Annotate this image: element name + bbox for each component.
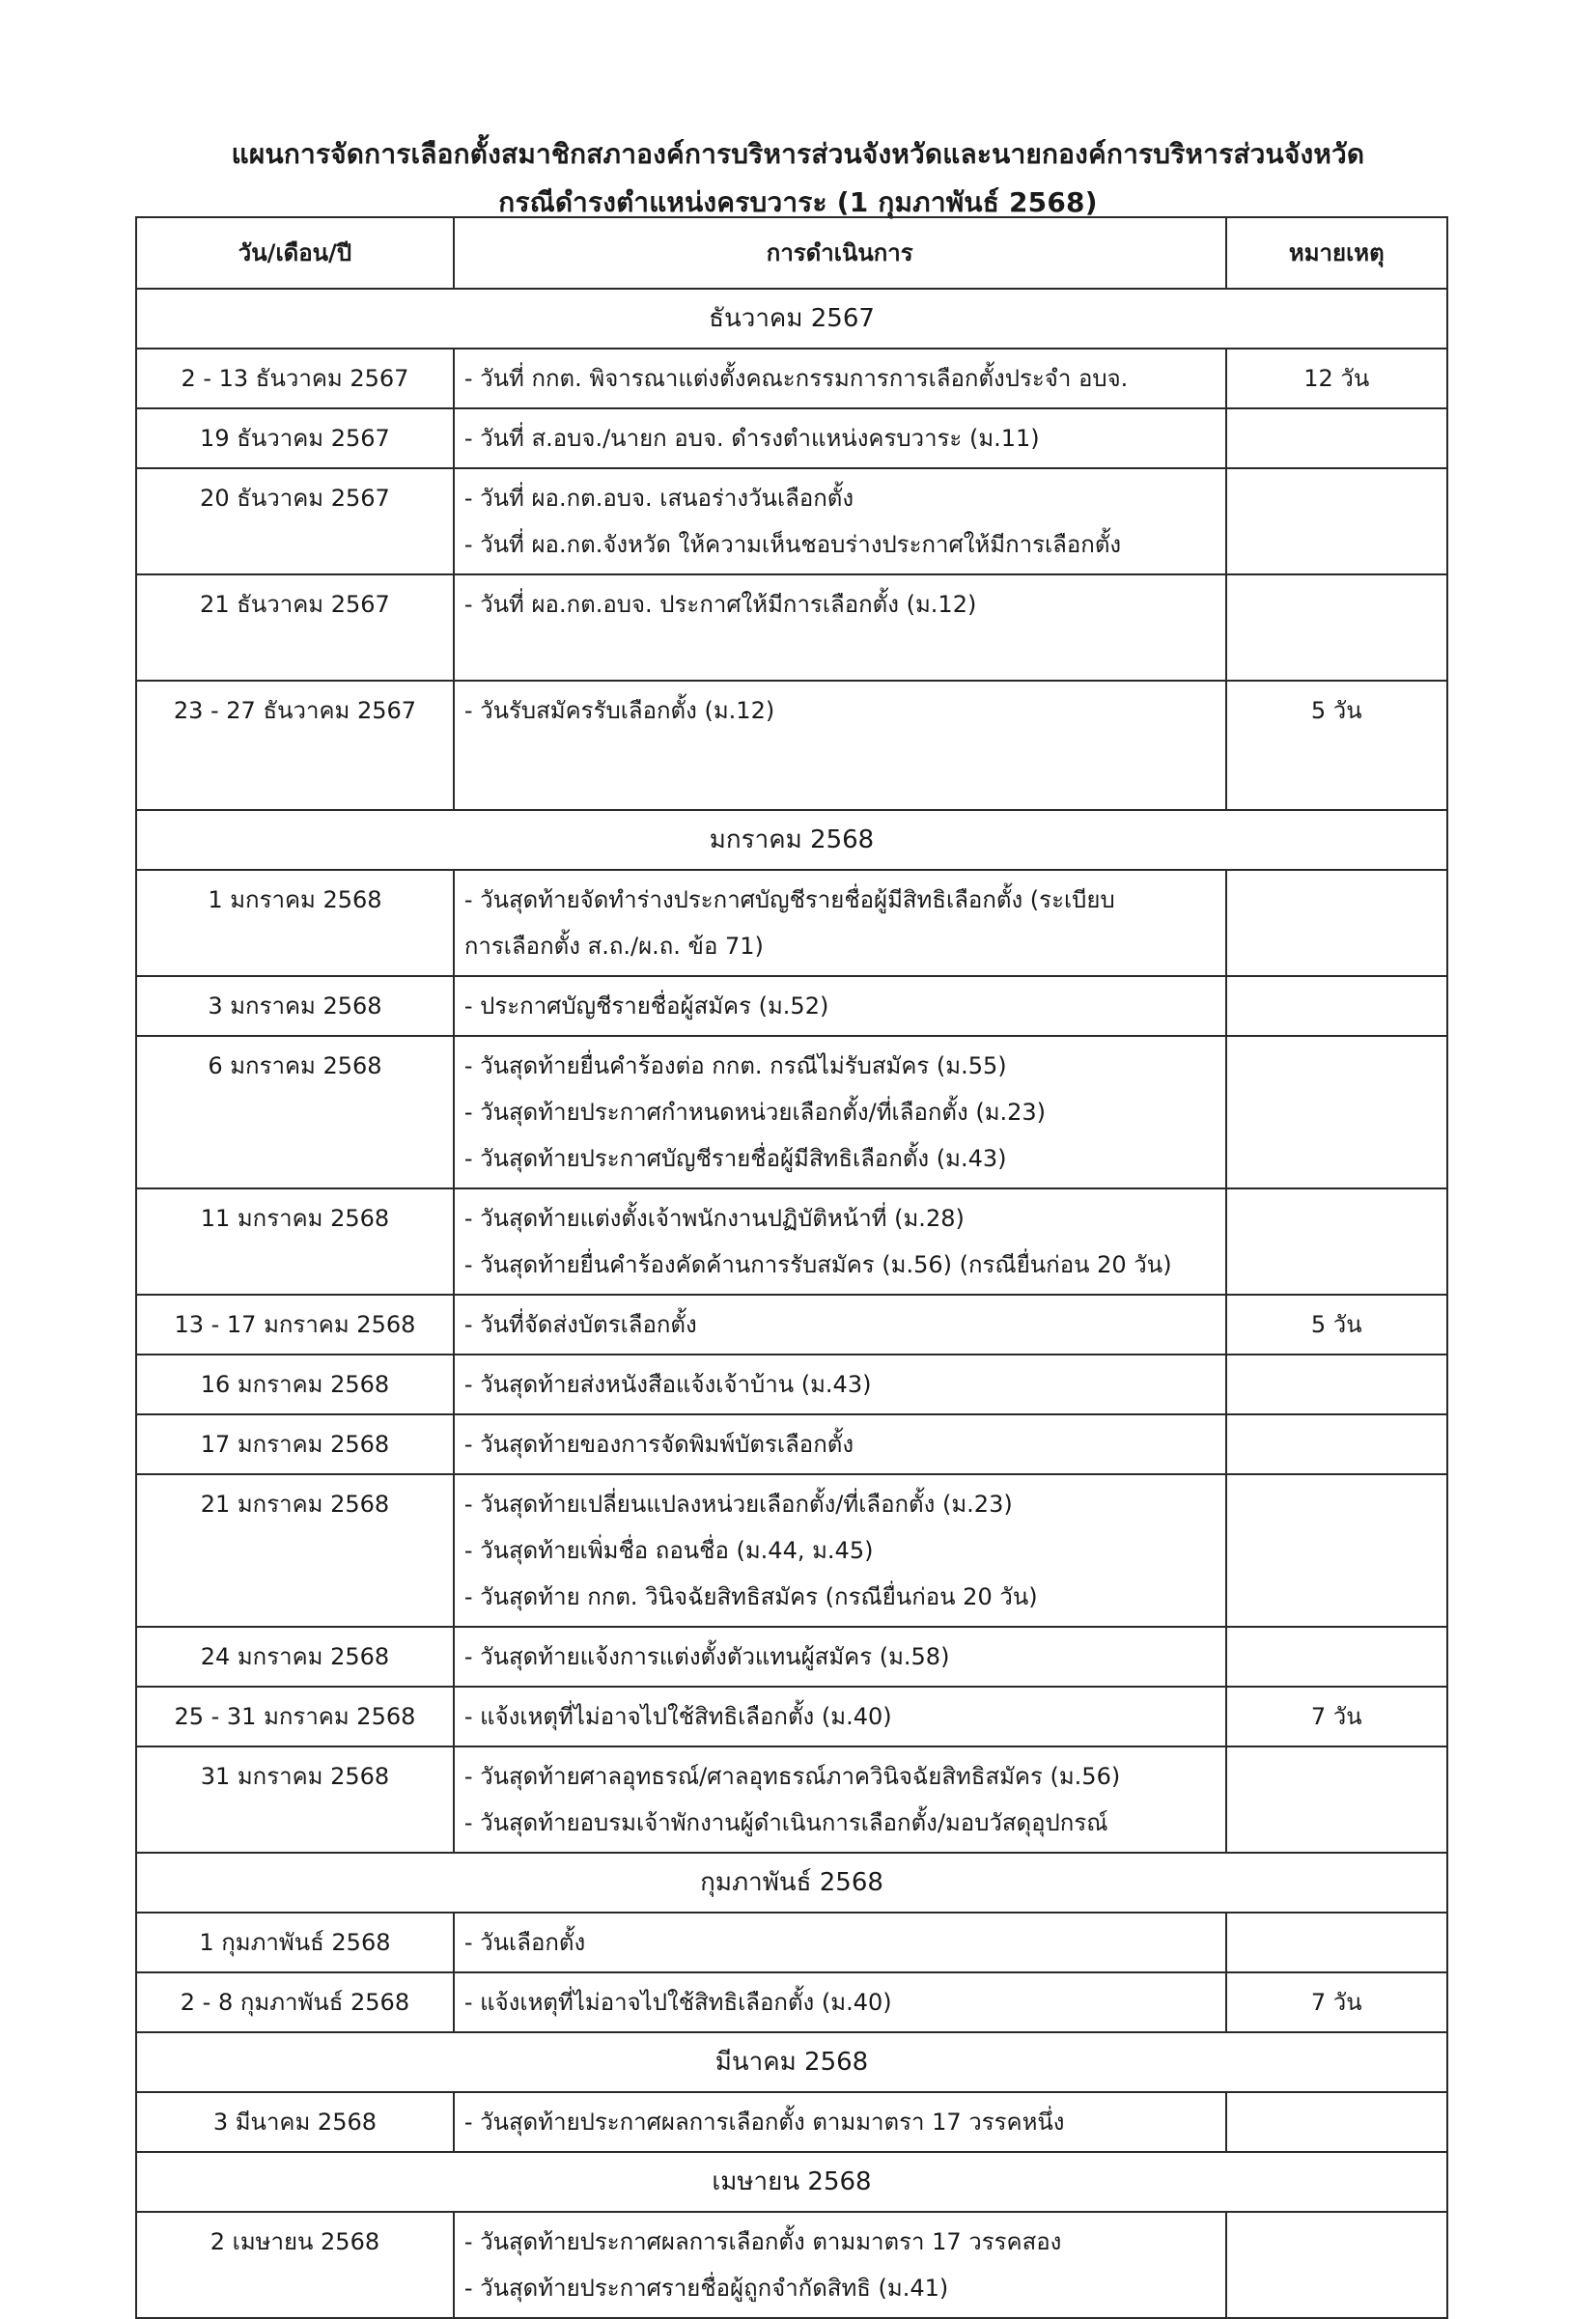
- row-activities: [454, 2092, 1226, 2152]
- row-date: 2 - 8 กุมภาพันธ์ 2568: [136, 1972, 454, 2032]
- table-body: [136, 289, 1447, 2318]
- row-activities: [454, 1474, 1226, 1627]
- row-date: 21 มกราคม 2568: [136, 1474, 454, 1627]
- table-row: [136, 574, 1447, 681]
- activity-line: - วันสุดท้ายเปลี่ยนแปลงหน่วยเลือกตั้ง/ที่เลือกตั้ง (ม.23): [463, 1491, 1013, 1518]
- row-note: [1226, 1746, 1447, 1853]
- row-date: 3 มีนาคม 2568: [136, 2092, 454, 2152]
- activity-line: - วันสุดท้าย กกต. วินิจฉัยสิทธิสมัคร (กรณียื่นก่อน 20 วัน): [463, 1583, 1038, 1610]
- row-note: 7 วัน: [1226, 1972, 1447, 2032]
- row-note: [1226, 1188, 1447, 1295]
- activity-line: - วันสุดท้ายประกาศบัญชีรายชื่อผู้มีสิทธิเลือกตั้ง (ม.43): [463, 1145, 1007, 1172]
- row-note: [1226, 1913, 1447, 1972]
- activity-line: - วันที่จัดส่งบัตรเลือกตั้ง: [463, 1311, 697, 1338]
- row-date: 25 - 31 มกราคม 2568: [136, 1687, 454, 1746]
- month-section-row: [136, 2152, 1447, 2212]
- row-activities: [454, 349, 1226, 408]
- activity-line: - วันสุดท้ายยื่นคำร้องต่อ กกต. กรณีไม่รับสมัคร (ม.55): [463, 1052, 1007, 1079]
- table-row: [136, 1972, 1447, 2032]
- row-note: [1226, 976, 1447, 1036]
- row-activities: [454, 1972, 1226, 2032]
- row-note: [1226, 2212, 1447, 2318]
- header-activity: การดำเนินการ: [454, 217, 1226, 289]
- month-section-row: [136, 810, 1447, 870]
- table-row: [136, 1627, 1447, 1687]
- activity-line: - วันสุดท้ายประกาศผลการเลือกตั้ง ตามมาตรา 17 วรรคหนึ่ง: [463, 2109, 1065, 2136]
- row-date: 3 มกราคม 2568: [136, 976, 454, 1036]
- row-note: 5 วัน: [1226, 681, 1447, 810]
- activity-line: - วันที่ กกต. พิจารณาแต่งตั้งคณะกรรมการการเลือกตั้งประจำ อบจ.: [463, 365, 1129, 392]
- row-note: 7 วัน: [1226, 1687, 1447, 1746]
- table-row: [136, 349, 1447, 408]
- activity-line: - วันสุดท้ายยื่นคำร้องคัดค้านการรับสมัคร (ม.56) (กรณียื่นก่อน 20 วัน): [463, 1251, 1172, 1278]
- row-note: [1226, 1474, 1447, 1627]
- activity-line: - วันสุดท้ายประกาศรายชื่อผู้ถูกจำกัดสิทธิ (ม.41): [463, 2275, 949, 2302]
- table-row: [136, 1414, 1447, 1474]
- row-activities: [454, 870, 1226, 976]
- activity-line: - วันสุดท้ายเพิ่มชื่อ ถอนชื่อ (ม.44, ม.45): [463, 1537, 874, 1564]
- row-note: [1226, 408, 1447, 468]
- activity-line: - วันสุดท้ายของการจัดพิมพ์บัตรเลือกตั้ง: [463, 1431, 854, 1458]
- activity-line: - วันสุดท้ายประกาศกำหนดหน่วยเลือกตั้ง/ที่เลือกตั้ง (ม.23): [463, 1099, 1047, 1126]
- row-date: 31 มกราคม 2568: [136, 1746, 454, 1853]
- row-activities: [454, 408, 1226, 468]
- activity-line: - วันสุดท้ายอบรมเจ้าพักงานผู้ดำเนินการเลือกตั้ง/มอบวัสดุอุปกรณ์: [463, 1809, 1108, 1836]
- table-row: [136, 681, 1447, 810]
- table-row: [136, 1913, 1447, 1972]
- activity-line: - วันสุดท้ายส่งหนังสือแจ้งเจ้าบ้าน (ม.43): [463, 1371, 872, 1398]
- row-note: [1226, 1036, 1447, 1188]
- row-date: 17 มกราคม 2568: [136, 1414, 454, 1474]
- table-row: [136, 870, 1447, 976]
- row-activities: [454, 2212, 1226, 2318]
- row-date: 16 มกราคม 2568: [136, 1355, 454, 1414]
- document-title: แผนการจัดการเลือกตั้งสมาชิกสภาองค์การบริหารส่วนจังหวัดและนายกองค์การบริหารส่วนจังหวัด: [231, 138, 1365, 170]
- month-section-row: [136, 1853, 1447, 1913]
- activity-line: - แจ้งเหตุที่ไม่อาจไปใช้สิทธิเลือกตั้ง (ม.40): [463, 1703, 892, 1730]
- row-date: 24 มกราคม 2568: [136, 1627, 454, 1687]
- row-date: 19 ธันวาคม 2567: [136, 408, 454, 468]
- table-row: [136, 1474, 1447, 1627]
- header-date: วัน/เดือน/ปี: [136, 217, 454, 289]
- month-heading: ธันวาคม 2567: [136, 289, 1447, 349]
- row-date: 2 เมษายน 2568: [136, 2212, 454, 2318]
- header-note: หมายเหตุ: [1226, 217, 1447, 289]
- row-note: [1226, 1355, 1447, 1414]
- row-activities: [454, 976, 1226, 1036]
- row-date: 13 - 17 มกราคม 2568: [136, 1295, 454, 1355]
- table-row: [136, 1355, 1447, 1414]
- table-row: [136, 1295, 1447, 1355]
- activity-line: - วันที่ ผอ.กต.อบจ. เสนอร่างวันเลือกตั้ง: [463, 485, 854, 512]
- month-heading: เมษายน 2568: [136, 2152, 1447, 2212]
- activity-line: - วันสุดท้ายศาลอุทธรณ์/ศาลอุทธรณ์ภาควินิจฉัยสิทธิสมัคร (ม.56): [463, 1763, 1121, 1790]
- activity-line: - วันสุดท้ายจัดทำร่างประกาศบัญชีรายชื่อผู้มีสิทธิเลือกตั้ง (ระเบียบ: [463, 886, 1115, 913]
- row-date: 21 ธันวาคม 2567: [136, 574, 454, 681]
- month-section-row: [136, 2032, 1447, 2092]
- row-activities: [454, 1746, 1226, 1853]
- row-activities: [454, 1687, 1226, 1746]
- table-row: [136, 1687, 1447, 1746]
- row-date: 11 มกราคม 2568: [136, 1188, 454, 1295]
- row-note: [1226, 574, 1447, 681]
- month-section-row: [136, 289, 1447, 349]
- table-row: [136, 468, 1447, 574]
- row-activities: [454, 574, 1226, 681]
- row-date: 2 - 13 ธันวาคม 2567: [136, 349, 454, 408]
- table-row: [136, 2212, 1447, 2318]
- row-note: [1226, 1414, 1447, 1474]
- row-date: 1 มกราคม 2568: [136, 870, 454, 976]
- activity-line: - วันที่ ผอ.กต.อบจ. ประกาศให้มีการเลือกตั้ง (ม.12): [463, 591, 977, 618]
- row-activities: [454, 1627, 1226, 1687]
- month-heading: มีนาคม 2568: [136, 2032, 1447, 2092]
- row-activities: [454, 1036, 1226, 1188]
- activity-line: - ประกาศบัญชีรายชื่อผู้สมัคร (ม.52): [463, 992, 829, 1020]
- table-row: [136, 408, 1447, 468]
- row-note: [1226, 1627, 1447, 1687]
- activity-line: การเลือกตั้ง ส.ถ./ผ.ถ. ข้อ 71): [463, 933, 764, 960]
- row-activities: [454, 1414, 1226, 1474]
- row-date: 1 กุมภาพันธ์ 2568: [136, 1913, 454, 1972]
- month-heading: มกราคม 2568: [136, 810, 1447, 870]
- row-date: 23 - 27 ธันวาคม 2567: [136, 681, 454, 810]
- table-row: [136, 976, 1447, 1036]
- row-note: [1226, 870, 1447, 976]
- document-subtitle: กรณีดำรงตำแหน่งครบวาระ (1 กุมภาพันธ์ 2568): [498, 186, 1098, 218]
- activity-line: - วันรับสมัครรับเลือกตั้ง (ม.12): [463, 697, 775, 724]
- activity-line: - แจ้งเหตุที่ไม่อาจไปใช้สิทธิเลือกตั้ง (ม.40): [463, 1989, 892, 2016]
- month-heading: กุมภาพันธ์ 2568: [136, 1853, 1447, 1913]
- activity-line: - วันที่ ส.อบจ./นายก อบจ. ดำรงตำแหน่งครบวาระ (ม.11): [463, 425, 1040, 452]
- activity-line: - วันสุดท้ายแจ้งการแต่งตั้งตัวแทนผู้สมัคร (ม.58): [463, 1643, 950, 1670]
- row-note: [1226, 468, 1447, 574]
- table-row: [136, 2092, 1447, 2152]
- row-activities: [454, 1295, 1226, 1355]
- row-note: 5 วัน: [1226, 1295, 1447, 1355]
- row-note: 12 วัน: [1226, 349, 1447, 408]
- table-row: [136, 1036, 1447, 1188]
- table-row: [136, 1746, 1447, 1853]
- activity-line: - วันสุดท้ายประกาศผลการเลือกตั้ง ตามมาตรา 17 วรรคสอง: [463, 2228, 1062, 2255]
- row-activities: [454, 1188, 1226, 1295]
- row-activities: [454, 681, 1226, 810]
- row-date: 20 ธันวาคม 2567: [136, 468, 454, 574]
- row-note: [1226, 2092, 1447, 2152]
- activity-line: - วันสุดท้ายแต่งตั้งเจ้าพนักงานปฏิบัติหน้าที่ (ม.28): [463, 1205, 965, 1232]
- row-activities: [454, 1355, 1226, 1414]
- activity-line: - วันเลือกตั้ง: [463, 1929, 586, 1956]
- row-date: 6 มกราคม 2568: [136, 1036, 454, 1188]
- table-row: [136, 1188, 1447, 1295]
- row-activities: [454, 468, 1226, 574]
- election-schedule-table: [135, 216, 1448, 2319]
- activity-line: - วันที่ ผอ.กต.จังหวัด ให้ความเห็นชอบร่างประกาศให้มีการเลือกตั้ง: [463, 531, 1122, 558]
- row-activities: [454, 1913, 1226, 1972]
- table-header-row: [136, 217, 1447, 289]
